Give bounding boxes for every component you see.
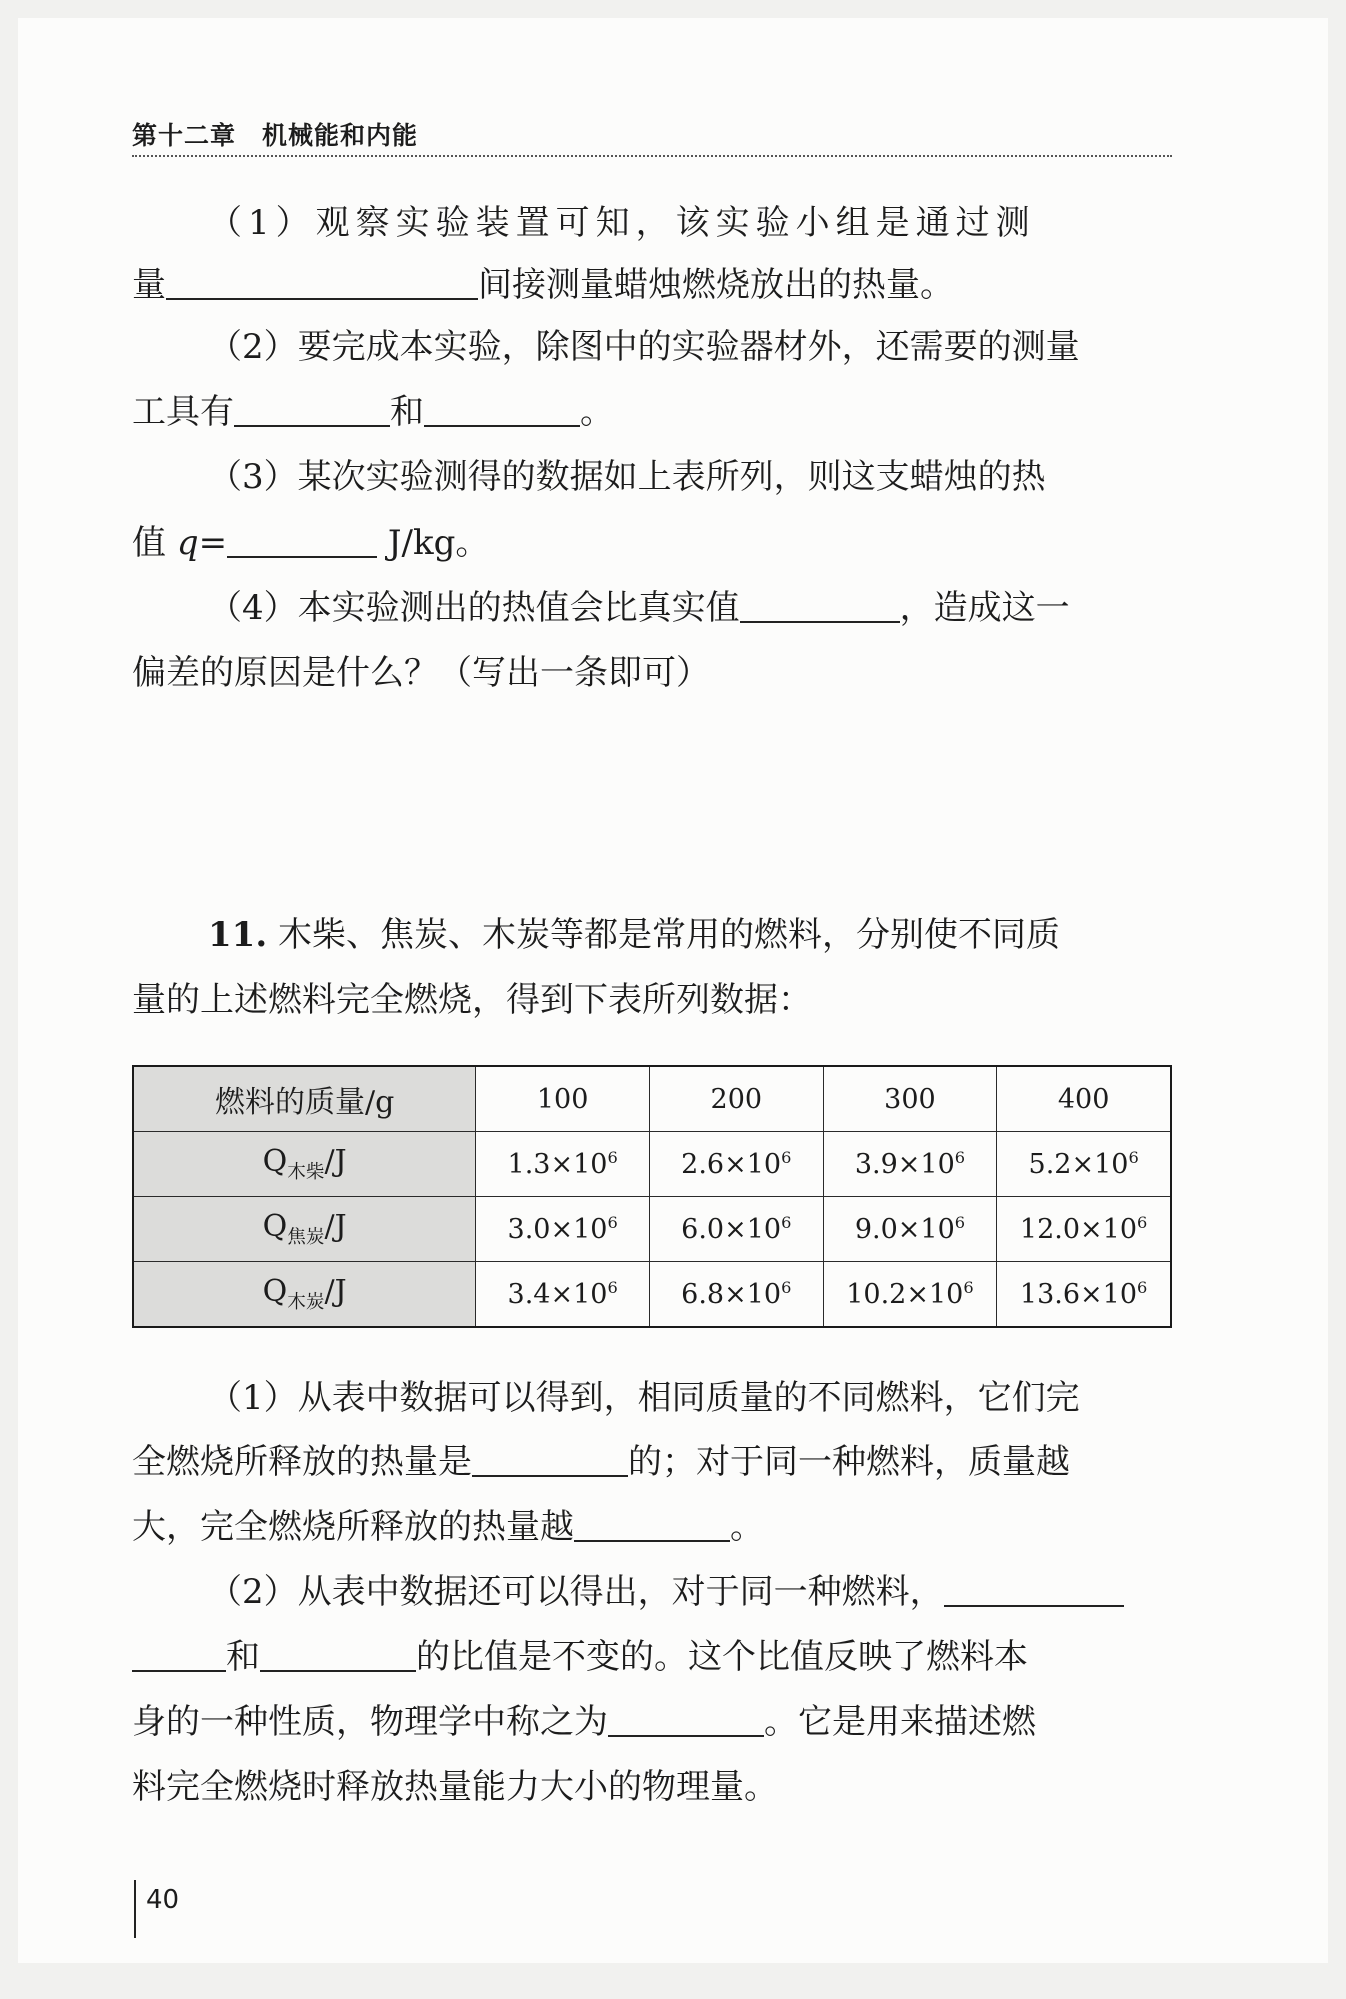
heat-cell: $6.8\times 10^6$ [649, 1262, 823, 1328]
q11-intro-line2: 量的上述燃料完全燃烧，得到下表所列数据： [132, 980, 812, 1020]
answer-blank[interactable] [424, 395, 580, 427]
answer-blank[interactable] [944, 1575, 1124, 1607]
answer-blank[interactable] [227, 526, 377, 558]
heat-cell: $3.4\times 10^6$ [476, 1262, 650, 1328]
q10-part1-line1: （1）观察实验装置可知，该实验小组是通过测 [208, 203, 1036, 243]
row-header-wood: $Q_{木柴}/J$ [133, 1132, 476, 1197]
page [18, 18, 1328, 1963]
answer-blank[interactable] [166, 268, 478, 300]
q10-part2-line2: 工具有 和 。 [132, 392, 614, 432]
heat-cell: $3.9\times 10^6$ [823, 1132, 997, 1197]
q10-part4-line2: 偏差的原因是什么？（写出一条即可） [132, 653, 710, 693]
q10-part4-line1: （4）本实验测出的热值会比真实值 ，造成这一 [208, 588, 1070, 628]
q11-part2-line3: 身的一种性质，物理学中称之为 。它是用来描述燃 [132, 1702, 1036, 1742]
mass-cell: 200 [649, 1066, 823, 1132]
q11-part2-line4: 料完全燃烧时释放热量能力大小的物理量。 [132, 1767, 778, 1807]
fuel-data-table [132, 1065, 1172, 1328]
q10-part2-line1: （2）要完成本实验，除图中的实验器材外，还需要的测量 [208, 327, 1080, 367]
chapter-header [132, 116, 418, 152]
heat-cell: $5.2\times 10^6$ [997, 1132, 1171, 1197]
q11-part1-line2: 全燃烧所释放的热量是 的；对于同一种燃料，质量越 [132, 1442, 1070, 1482]
q10-part3-line2: 值 q= J/kg。 [132, 523, 490, 563]
q11-intro-line1: 11. 木柴、焦炭、木炭等都是常用的燃料，分别使不同质 [208, 915, 1060, 955]
heat-cell: $10.2\times 10^6$ [823, 1262, 997, 1328]
heat-cell: $12.0\times 10^6$ [997, 1197, 1171, 1262]
table-row [133, 1132, 1171, 1197]
heat-cell: $6.0\times 10^6$ [649, 1197, 823, 1262]
question-number: 11. [208, 915, 268, 955]
answer-blank[interactable] [260, 1640, 416, 1672]
mass-header-cell: 燃料的质量/g [133, 1066, 476, 1132]
answer-blank[interactable] [132, 1640, 226, 1672]
table-row [133, 1197, 1171, 1262]
answer-blank[interactable] [574, 1510, 730, 1542]
heat-cell: $13.6\times 10^6$ [997, 1262, 1171, 1328]
mass-cell: 400 [997, 1066, 1171, 1132]
answer-blank[interactable] [608, 1705, 764, 1737]
table-row [133, 1262, 1171, 1328]
heat-cell: $1.3\times 10^6$ [476, 1132, 650, 1197]
heat-cell: $3.0\times 10^6$ [476, 1197, 650, 1262]
q10-part1-line2: 量 间接测量蜡烛燃烧放出的热量。 [132, 265, 954, 305]
mass-cell: 300 [823, 1066, 997, 1132]
mass-cell: 100 [476, 1066, 650, 1132]
heat-cell: $2.6\times 10^6$ [649, 1132, 823, 1197]
heat-cell: $9.0\times 10^6$ [823, 1197, 997, 1262]
page-number: 40 [134, 1880, 179, 1938]
chapter-title: 机械能和内能 [262, 121, 419, 150]
q11-part1-line1: （1）从表中数据可以得到，相同质量的不同燃料，它们完 [208, 1378, 1080, 1418]
q11-part2-line2: 和 的比值是不变的。这个比值反映了燃料本 [132, 1635, 1182, 1679]
answer-blank[interactable] [472, 1445, 628, 1477]
q10-part3-line1: （3）某次实验测得的数据如上表所列，则这支蜡烛的热 [208, 457, 1046, 497]
q11-part1-line3: 大，完全燃烧所释放的热量越 。 [132, 1507, 764, 1547]
chapter-number: 第十二章 [132, 121, 237, 150]
row-header-charcoal: $Q_{木炭}/J$ [133, 1262, 476, 1328]
header-divider [132, 155, 1172, 157]
answer-blank[interactable] [234, 395, 390, 427]
table-row [133, 1066, 1171, 1132]
answer-blank[interactable] [740, 591, 900, 623]
row-header-coke: $Q_{焦炭}/J$ [133, 1197, 476, 1262]
q11-part2-line1: （2）从表中数据还可以得出，对于同一种燃料， [208, 1570, 1182, 1614]
